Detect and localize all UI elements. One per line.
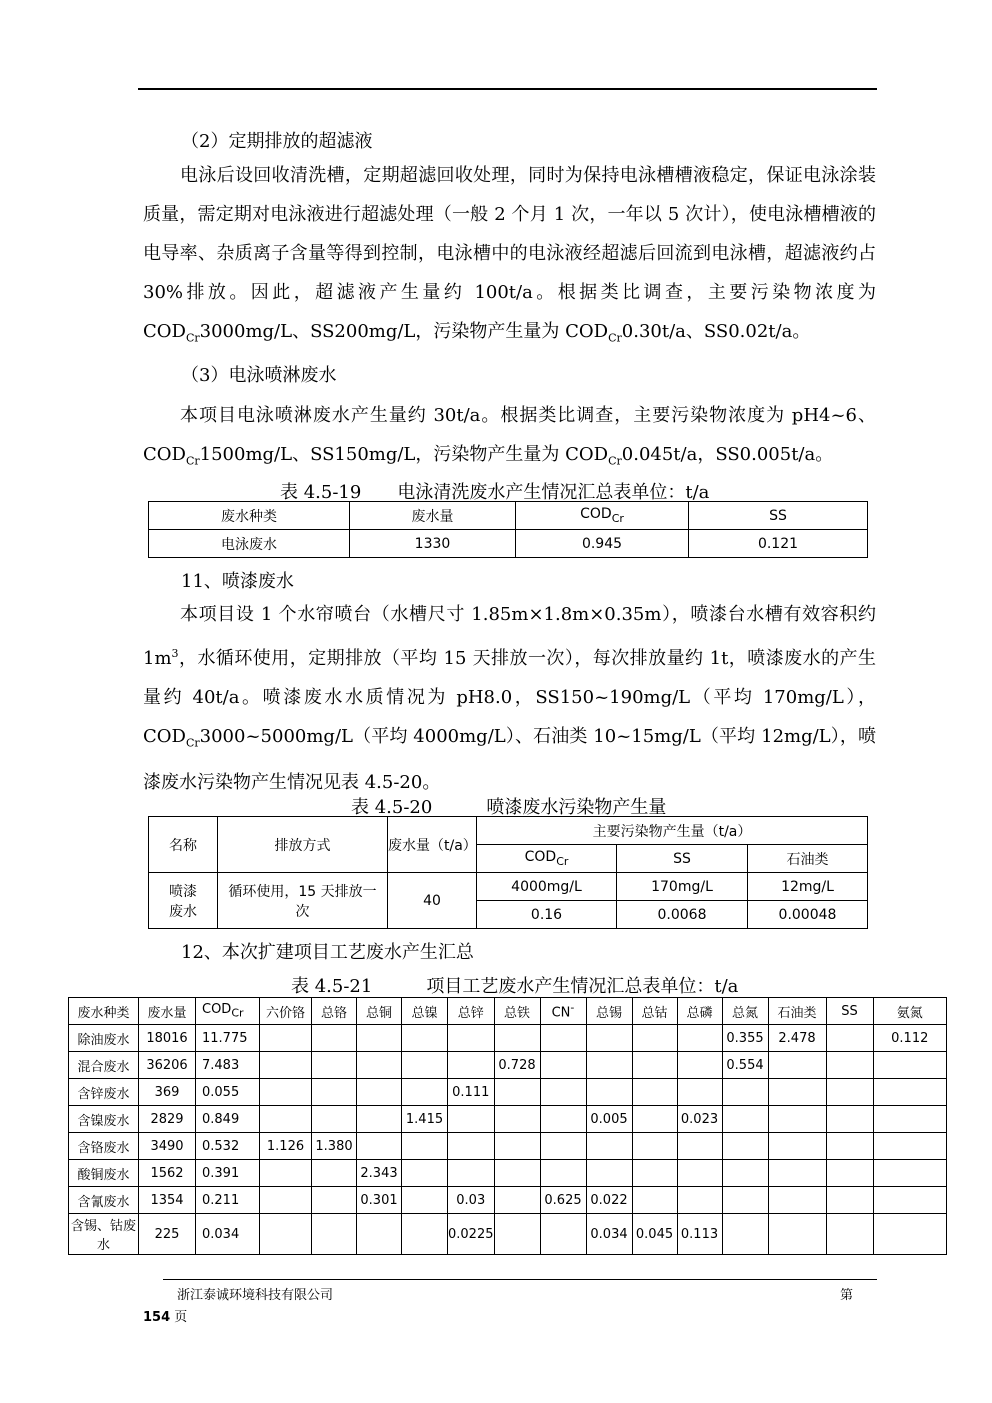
row-label: 含铬废水 — [69, 1133, 139, 1160]
table-header: $COD_{Cr}$ — [516, 502, 689, 530]
table-cell: 0.728 — [494, 1052, 540, 1079]
footer-company: 浙江泰诚环境科技有限公司 — [177, 1288, 334, 1303]
table-cell: 0.16 — [477, 901, 617, 929]
table-cell: 0.355 — [722, 1025, 768, 1052]
table-cell — [826, 1133, 873, 1160]
table-cell — [677, 1133, 722, 1160]
table-cell — [632, 1106, 677, 1133]
table-cell — [448, 1106, 495, 1133]
table-cell: 1330 — [350, 530, 516, 558]
table-cell — [402, 1133, 448, 1160]
table-cell: 170mg/L — [617, 873, 748, 901]
table-cell — [312, 1214, 357, 1255]
table-cell — [722, 1160, 768, 1187]
table-cell: 电泳废水 — [149, 530, 350, 558]
table-cell: 0.301 — [357, 1187, 402, 1214]
table-header: 排放方式 — [218, 817, 388, 873]
table-cell: 0.554 — [722, 1052, 768, 1079]
table-cell — [494, 1106, 540, 1133]
table-cell — [722, 1214, 768, 1255]
table-cell — [540, 1106, 586, 1133]
table-cell: 1.380 — [312, 1133, 357, 1160]
table-cell — [632, 1052, 677, 1079]
table-cell — [260, 1106, 312, 1133]
table-cell: 2829 — [139, 1106, 196, 1133]
table-header: 石油类 — [768, 998, 826, 1025]
table-cell — [632, 1025, 677, 1052]
table-cell: 18016 — [139, 1025, 196, 1052]
table-cell — [768, 1187, 826, 1214]
table-cell — [312, 1106, 357, 1133]
table-row — [69, 1214, 947, 1255]
table-cell — [357, 1025, 402, 1052]
table-cell: 0.034 — [586, 1214, 632, 1255]
table-cell — [357, 1133, 402, 1160]
table-cell — [312, 1052, 357, 1079]
table-cell — [677, 1160, 722, 1187]
table-cell: 0.849 — [196, 1106, 260, 1133]
table-cell — [312, 1025, 357, 1052]
table-cell: 0.391 — [196, 1160, 260, 1187]
table-cell — [312, 1160, 357, 1187]
table-cell — [402, 1079, 448, 1106]
table-header: 废水种类 — [149, 502, 350, 530]
table-cell — [312, 1079, 357, 1106]
table-cell — [494, 1079, 540, 1106]
table-header: 废水种类 — [69, 998, 139, 1025]
table-cell — [677, 1025, 722, 1052]
table-cell — [873, 1160, 947, 1187]
table-cell — [826, 1106, 873, 1133]
table-cell: 2.343 — [357, 1160, 402, 1187]
table-cell — [768, 1106, 826, 1133]
table-cell — [677, 1187, 722, 1214]
table-header: $COD_{Cr}$ — [477, 845, 617, 873]
table-header: 石油类 — [748, 845, 868, 873]
table-cell: 0.532 — [196, 1133, 260, 1160]
table-header: 废水量（t/a） — [388, 817, 477, 873]
row-label: 含锌废水 — [69, 1079, 139, 1106]
table-cell: 0.03 — [448, 1187, 495, 1214]
table-cell — [722, 1187, 768, 1214]
table-header: SS — [826, 998, 873, 1025]
table-cell — [357, 1214, 402, 1255]
table-header: 总铜 — [357, 998, 402, 1025]
table-cell — [540, 1025, 586, 1052]
table-cell — [768, 1052, 826, 1079]
table-header: SS — [689, 502, 868, 530]
table-cell — [402, 1214, 448, 1255]
table-cell: 0.023 — [677, 1106, 722, 1133]
table-header: $COD_{Cr}$ — [196, 998, 260, 1025]
table-header: 废水量 — [139, 998, 196, 1025]
table-20 — [148, 816, 868, 929]
row-label: 含氰废水 — [69, 1187, 139, 1214]
section-2-paragraph: 电泳后设回收清洗槽，定期超滤回收处理，同时为保持电泳槽槽液稳定，保证电泳涂装质量，需定期对电泳液进行超滤处理（一般 2 个月 1 次，一年以 5 次计），使电泳槽槽液的电导率、杂质离子含量等得到控制，电泳槽中的电泳液经超滤后回流到电泳槽，超滤液约占 30%排放。因此，超滤液产生量约 100t/a。根据类比调查，主要污染物浓度为 $COD_{Cr}3000mg/L$、SS200mg/L，污染物产生量为 $COD_{Cr}0.30t/a$、SS0.02t/a。 — [143, 165, 876, 345]
table-19-caption: 表 4.5-19 电泳清洗废水产生情况汇总表单位：t/a — [280, 482, 710, 503]
table-cell — [540, 1052, 586, 1079]
table-cell — [586, 1160, 632, 1187]
table-cell: 225 — [139, 1214, 196, 1255]
table-cell — [722, 1079, 768, 1106]
table-cell — [402, 1187, 448, 1214]
row-label: 混合废水 — [69, 1052, 139, 1079]
table-row — [149, 530, 868, 558]
table-row — [69, 1187, 947, 1214]
table-header: 总锌 — [448, 998, 495, 1025]
table-cell — [826, 1052, 873, 1079]
table-header: 六价铬 — [260, 998, 312, 1025]
table-cell — [826, 1079, 873, 1106]
table-header: 总磷 — [677, 998, 722, 1025]
table-cell — [494, 1160, 540, 1187]
table-header: SS — [617, 845, 748, 873]
table-cell — [826, 1160, 873, 1187]
table-row — [69, 1052, 947, 1079]
table-header: 主要污染物产生量（t/a） — [477, 817, 868, 845]
table-header: 总锡 — [586, 998, 632, 1025]
table-row — [69, 1025, 947, 1052]
table-cell — [357, 1079, 402, 1106]
table-cell — [402, 1025, 448, 1052]
table-cell — [873, 1187, 947, 1214]
table-cell: 循环使用，15 天排放一次 — [218, 873, 388, 929]
footer-page-number: 154 页 — [143, 1310, 188, 1325]
table-cell — [586, 1052, 632, 1079]
table-row — [69, 1160, 947, 1187]
table-cell — [586, 1079, 632, 1106]
table-cell: 1.415 — [402, 1106, 448, 1133]
table-cell — [312, 1187, 357, 1214]
table-cell: 0.945 — [516, 530, 689, 558]
table-row — [69, 998, 947, 1025]
table-cell: 40 — [388, 873, 477, 929]
table-cell — [540, 1079, 586, 1106]
table-row — [149, 817, 868, 845]
table-cell — [873, 1106, 947, 1133]
table-cell — [632, 1187, 677, 1214]
table-cell: 3490 — [139, 1133, 196, 1160]
table-19 — [148, 501, 868, 558]
table-cell — [402, 1160, 448, 1187]
table-cell — [260, 1052, 312, 1079]
table-cell — [494, 1187, 540, 1214]
table-cell — [768, 1079, 826, 1106]
table-cell — [357, 1106, 402, 1133]
table-cell — [494, 1133, 540, 1160]
table-21-caption: 表 4.5-21 项目工艺废水产生情况汇总表单位：t/a — [291, 976, 739, 997]
section-2-heading: （2）定期排放的超滤液 — [181, 131, 373, 152]
section-3-heading: （3）电泳喷淋废水 — [181, 365, 337, 386]
table-header: 氨氮 — [873, 998, 947, 1025]
table-21 — [68, 997, 947, 1255]
table-header: 名称 — [149, 817, 218, 873]
table-row — [69, 1106, 947, 1133]
table-cell — [677, 1052, 722, 1079]
table-cell — [873, 1214, 947, 1255]
table-cell — [540, 1133, 586, 1160]
section-3-paragraph: 本项目电泳喷淋废水产生量约 30t/a。根据类比调查，主要污染物浓度为 pH4~6、$COD_{Cr}1500mg/L$、SS150mg/L，污染物产生量为 $COD_{Cr}0.045t/a$，SS0.005t/a。 — [143, 405, 876, 468]
table-cell: 36206 — [139, 1052, 196, 1079]
table-cell: 0.625 — [540, 1187, 586, 1214]
table-cell — [540, 1160, 586, 1187]
table-cell: 0.111 — [448, 1079, 495, 1106]
table-cell: 0.055 — [196, 1079, 260, 1106]
table-cell: 0.022 — [586, 1187, 632, 1214]
table-header: 总铁 — [494, 998, 540, 1025]
footer-rule — [163, 1279, 877, 1280]
section-12-heading: 12、本次扩建项目工艺废水产生汇总 — [181, 942, 474, 963]
table-cell — [494, 1214, 540, 1255]
table-cell — [677, 1079, 722, 1106]
table-cell: 喷漆废水 — [149, 873, 218, 929]
row-label: 含锡、钴废水 — [69, 1214, 139, 1255]
table-row — [69, 1133, 947, 1160]
table-cell — [448, 1052, 495, 1079]
table-header: 废水量 — [350, 502, 516, 530]
table-cell — [448, 1133, 495, 1160]
table-cell: 0.113 — [677, 1214, 722, 1255]
table-cell — [260, 1079, 312, 1106]
table-cell — [260, 1160, 312, 1187]
table-cell: 1354 — [139, 1187, 196, 1214]
table-cell — [494, 1025, 540, 1052]
table-cell: 1.126 — [260, 1133, 312, 1160]
table-cell — [260, 1187, 312, 1214]
table-cell: 0.112 — [873, 1025, 947, 1052]
table-cell — [826, 1187, 873, 1214]
table-cell — [632, 1079, 677, 1106]
table-cell — [632, 1160, 677, 1187]
table-21-body — [69, 1025, 947, 1255]
table-cell — [873, 1052, 947, 1079]
table-cell — [722, 1133, 768, 1160]
table-cell: 12mg/L — [748, 873, 868, 901]
table-cell: 0.034 — [196, 1214, 260, 1255]
row-label: 含镍废水 — [69, 1106, 139, 1133]
table-cell — [873, 1133, 947, 1160]
table-cell: 11.775 — [196, 1025, 260, 1052]
section-11-paragraph: 本项目设 1 个水帘喷台（水槽尺寸 1.85m×1.8m×0.35m），喷漆台水槽有效容积约 $1m^3$，水循环使用，定期排放（平均 15 天排放一次），每次排放量约 1t，喷漆废水的产生量约 40t/a。喷漆废水水质情况为 pH8.0，SS150~190mg/L（平均 170mg/L），$COD_{Cr}3000\sim 5000mg/L$（平均 4000mg/L）、石油类 10~15mg/L（平均 12mg/L），喷漆废水污染物产生情况见表 4.5-20。 — [143, 604, 876, 793]
header-rule — [138, 88, 877, 90]
table-row — [149, 873, 868, 901]
table-cell — [826, 1025, 873, 1052]
table-cell: 0.121 — [689, 530, 868, 558]
table-cell: 0.211 — [196, 1187, 260, 1214]
table-cell — [448, 1025, 495, 1052]
table-cell: 1562 — [139, 1160, 196, 1187]
table-cell: 4000mg/L — [477, 873, 617, 901]
table-cell — [260, 1025, 312, 1052]
table-cell: 7.483 — [196, 1052, 260, 1079]
table-cell — [768, 1214, 826, 1255]
table-cell: 0.0068 — [617, 901, 748, 929]
table-cell: 0.0225 — [448, 1214, 495, 1255]
row-label: 除油废水 — [69, 1025, 139, 1052]
footer-page-word: 第 — [840, 1288, 854, 1303]
table-cell: 0.005 — [586, 1106, 632, 1133]
section-11-heading: 11、喷漆废水 — [181, 571, 294, 592]
table-20-caption: 表 4.5-20 喷漆废水污染物产生量 — [351, 797, 667, 818]
table-cell — [768, 1133, 826, 1160]
table-cell — [768, 1160, 826, 1187]
table-header: CN- — [540, 998, 586, 1025]
table-row — [149, 502, 868, 530]
table-cell — [632, 1133, 677, 1160]
table-header: 总氮 — [722, 998, 768, 1025]
table-header: 总铬 — [312, 998, 357, 1025]
table-cell — [586, 1025, 632, 1052]
table-header: 总钴 — [632, 998, 677, 1025]
table-cell — [540, 1214, 586, 1255]
table-cell — [826, 1214, 873, 1255]
table-header: 总镍 — [402, 998, 448, 1025]
table-cell — [260, 1214, 312, 1255]
table-cell — [586, 1133, 632, 1160]
table-cell — [402, 1052, 448, 1079]
table-cell — [873, 1079, 947, 1106]
table-cell — [722, 1106, 768, 1133]
table-cell: 2.478 — [768, 1025, 826, 1052]
table-cell — [448, 1160, 495, 1187]
table-cell: 0.045 — [632, 1214, 677, 1255]
row-label: 酸铜废水 — [69, 1160, 139, 1187]
table-row — [69, 1079, 947, 1106]
table-cell: 0.00048 — [748, 901, 868, 929]
table-cell: 369 — [139, 1079, 196, 1106]
table-cell — [357, 1052, 402, 1079]
